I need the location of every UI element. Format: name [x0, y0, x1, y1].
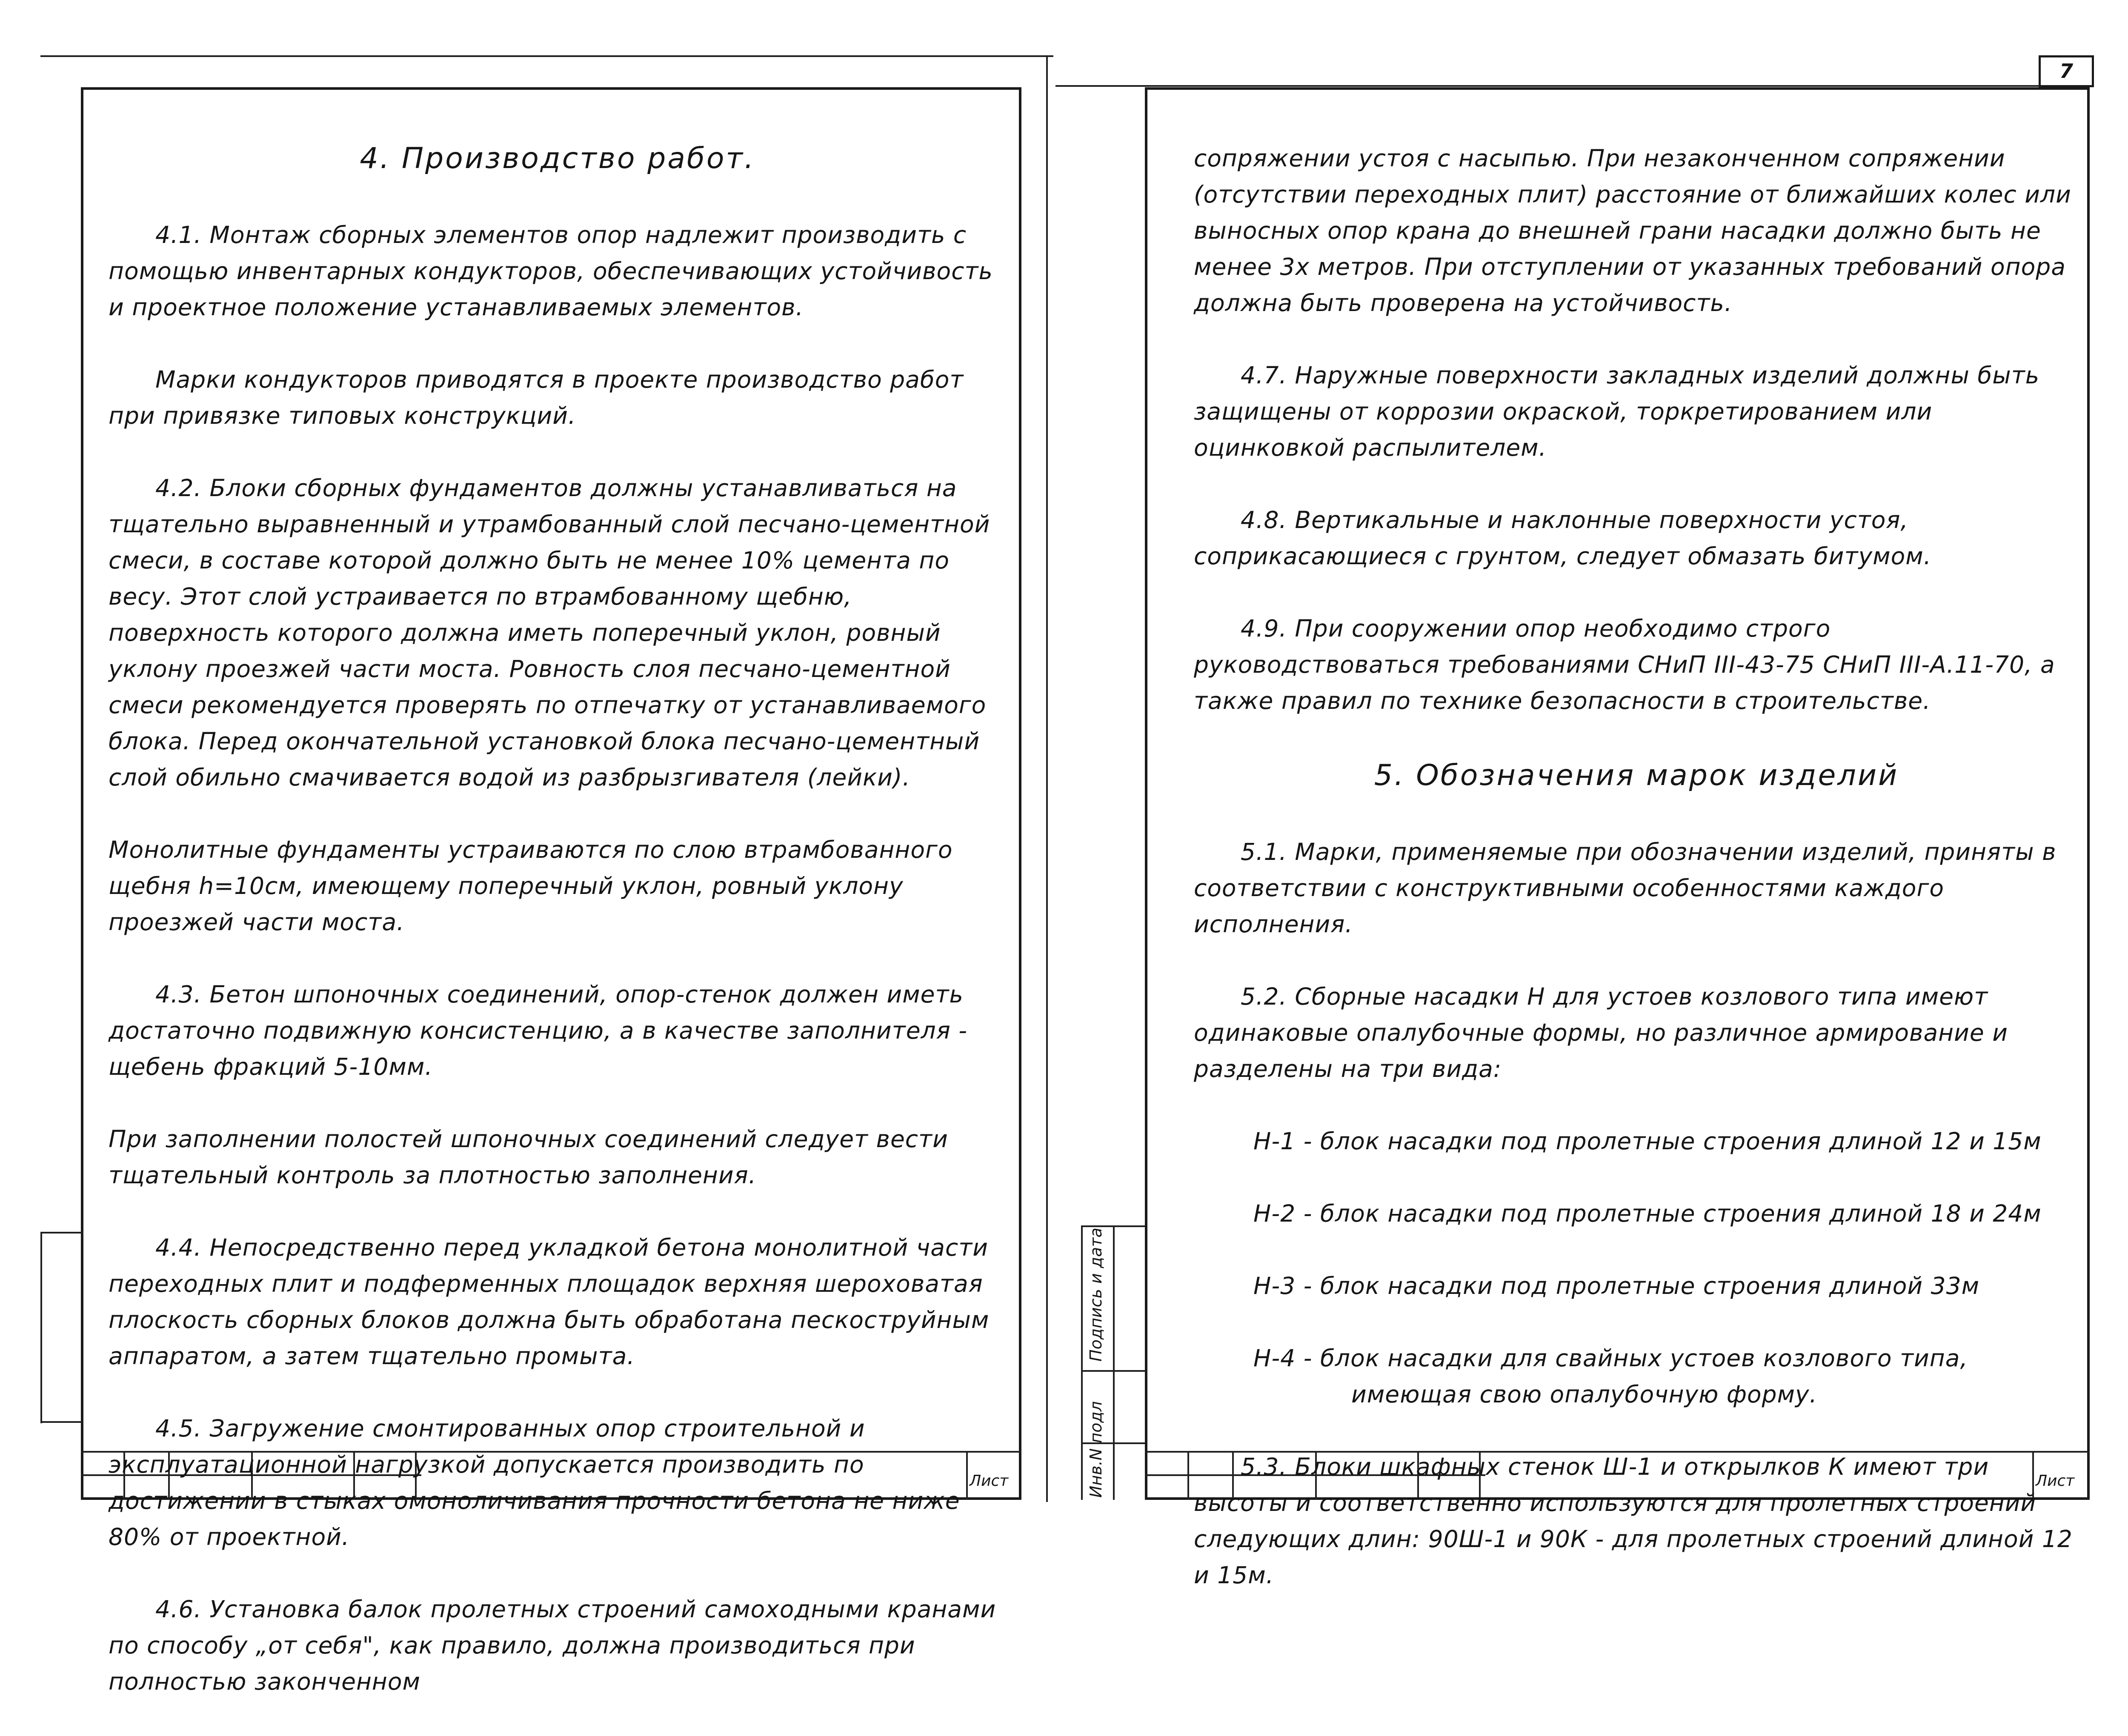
paragraph-5-1: 5.1. Марки, применяемые при обозначении изделий, приняты в соответствии с конструктивными особенностями каждого исполнения.: [1194, 838, 2056, 938]
list-item-h1: Н-1 - блок насадки под пролетные строения длиной 12 и 15м: [1253, 1128, 2042, 1155]
section-4-heading: 4. Производство работ.: [360, 142, 755, 175]
paragraph-4-7: 4.7. Наружные поверхности закладных изделий должны быть защищены от коррозии окраской, торкретированием или оцинковкой распылителем.: [1194, 362, 2040, 461]
center-fold-line: [1046, 55, 1048, 1502]
paragraph-4-6: 4.6. Установка балок пролетных строений самоходными кранами по способу „от себя", как правило, должна производиться при полностью законченном: [109, 1596, 996, 1695]
paragraph-4-3: 4.3. Бетон шпоночных соединений, опор-стенок должен иметь достаточно подвижную консистенцию, а в качестве заполнителя - щебень фракций 5-10мм.: [109, 981, 968, 1080]
side-label-inv-no: Инв.N подл: [1087, 1401, 1105, 1498]
side-stamp-left-line: [1081, 1225, 1083, 1500]
paragraph-4-6-cont: сопряжении устоя с насыпью. При незаконченном сопряжении (отсутствии переходных плит) расстояние от ближайших колес или выносных опор крана до внешней грани насадки должно быть не менее 3х метров. При отступлении от указанных требований опора должна быть проверена на устойчивость.: [1194, 145, 2071, 317]
sheet-number: 7: [2059, 60, 2073, 83]
top-rule-right: [1055, 85, 2090, 87]
list-item-h3: Н-3 - блок насадки под пролетные строения длиной 33м: [1253, 1272, 1980, 1299]
right-sheet-label: Лист: [2036, 1472, 2075, 1490]
left-margin-tick-1: [40, 1232, 83, 1233]
paragraph-4-5: 4.5. Загружение смонтированных опор строительной и эксплуатационной нагрузкой допускается производить по достижении в стыках омоноличивания прочности бетона не ниже 80% от проектной.: [109, 1415, 960, 1550]
paragraph-4-1-b: Марки кондукторов приводятся в проекте производство работ при привязке типовых конструкций.: [109, 366, 964, 429]
paragraph-4-9: 4.9. При сооружении опор необходимо строго руководствоваться требованиями СНиП III-43-75 СНиП III-А.11-70, а также правил по технике безопасности в строительстве.: [1194, 615, 2055, 714]
list-item-h2: Н-2 - блок насадки под пролетные строения длиной 18 и 24м: [1253, 1200, 2042, 1227]
side-label-signature-date: Подпись и дата: [1087, 1228, 1105, 1362]
paragraph-5-2: 5.2. Сборные насадки Н для устоев козлового типа имеют одинаковые опалубочные формы, но различное армирование и разделены на три вида:: [1194, 983, 2008, 1082]
paragraph-5-3: 5.3. Блоки шкафных стенок Ш-1 и открылков К имеют три высоты и соответственно используются для пролетных строений следующих длин: 90Ш-1 и 90К - для пролетных строений длиной 12 и 15м.: [1194, 1453, 2073, 1589]
section-5-heading: 5. Обозначения марок изделий: [1374, 759, 1899, 792]
list-item-h4: Н-4 - блок насадки для свайных устоев козлового типа, имеющая свою опалубочную форму.: [1253, 1345, 1968, 1408]
side-stamp-mid-line: [1113, 1225, 1115, 1500]
side-stamp-split-1: [1081, 1370, 1145, 1372]
paragraph-4-4: 4.4. Непосредственно перед укладкой бетона монолитной части переходных плит и подферменных площадок верхняя шероховатая плоскость сборных блоков должна быть обработана пескоструйным аппаратом, а затем тщательно промыта.: [109, 1234, 990, 1370]
paragraph-4-3-b: При заполнении полостей шпоночных соединений следует вести тщательный контроль за плотностью заполнения.: [109, 1125, 948, 1189]
paragraph-4-1: 4.1. Монтаж сборных элементов опор надлежит производить с помощью инвентарных кондукторов, обеспечивающих устойчивость и проектное положение устанавливаемых элементов.: [109, 221, 993, 321]
right-stamp-v1: [1187, 1451, 1189, 1500]
top-rule-left: [40, 55, 1053, 57]
left-margin-tick-2: [40, 1421, 83, 1423]
left-margin-rule: [40, 1232, 42, 1423]
left-sheet-label: Лист: [970, 1472, 1009, 1490]
side-stamp-top: [1081, 1225, 1145, 1227]
paragraph-4-2-b: Монолитные фундаменты устраиваются по слою втрамбованного щебня h=10см, имеющему поперечный уклон, ровный уклону проезжей части моста.: [109, 836, 953, 936]
paragraph-4-8: 4.8. Вертикальные и наклонные поверхности устоя, соприкасающиеся с грунтом, следует обмазать битумом.: [1194, 506, 1932, 570]
paragraph-4-2: 4.2. Блоки сборных фундаментов должны устанавливаться на тщательно выравненный и утрамбованный слой песчано-цементной смеси, в составе которой должно быть не менее 10% цемента по весу. Этот слой устраивается по втрамбованному щебню, поверхность которого должна иметь поперечный уклон, ровный уклону проезжей части моста. Ровность слоя песчано-цементной смеси рекомендуется проверять по отпечатку от устанавливаемого блока. Перед окончательной установкой блока песчано-цементный слой обильно смачивается водой из разбрызгивателя (лейки).: [109, 474, 990, 791]
